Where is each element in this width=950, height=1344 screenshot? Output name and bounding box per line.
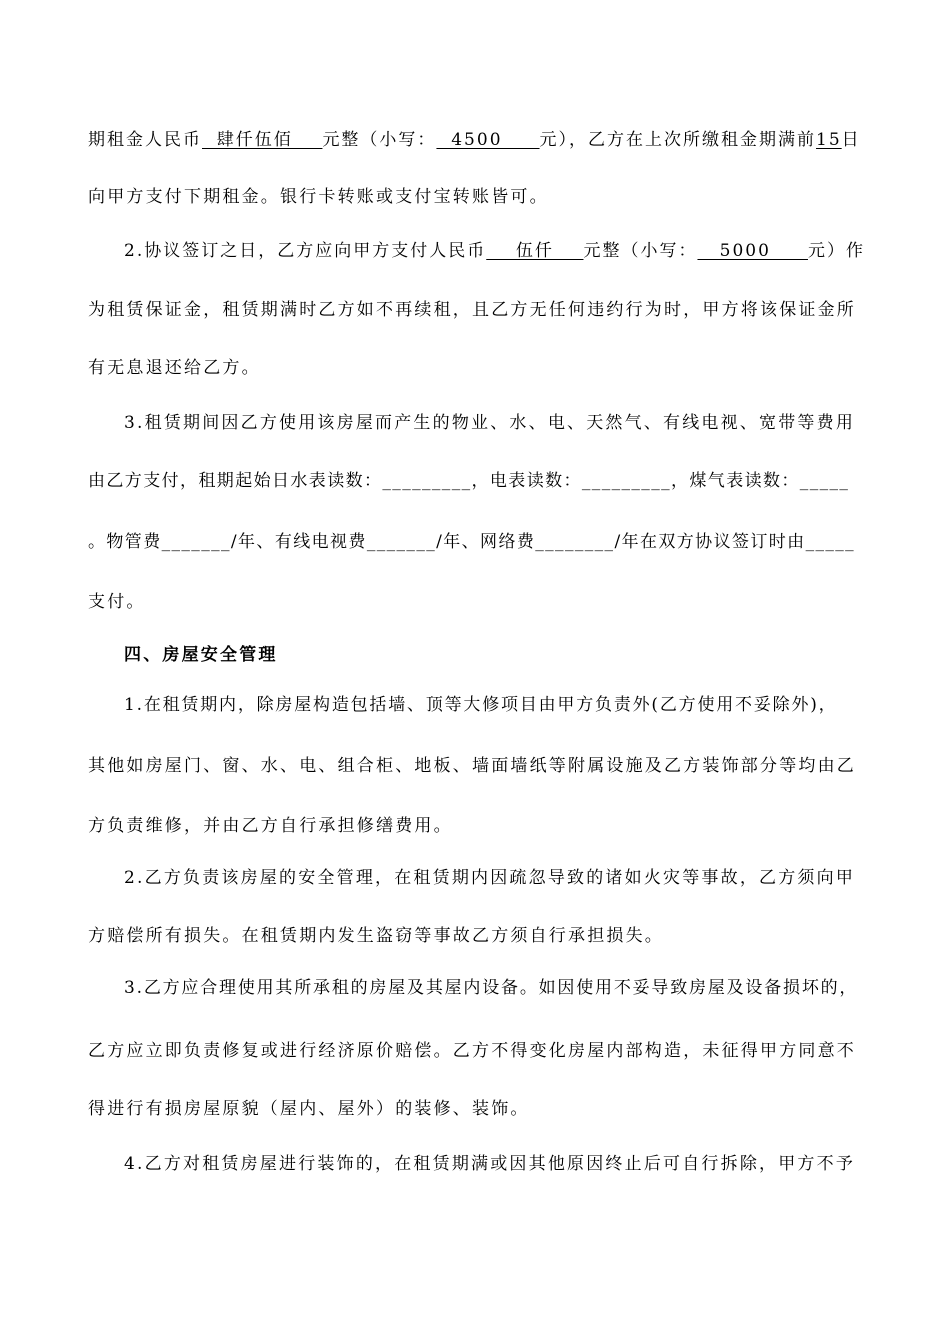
- text-line: 为租赁保证金，租赁期满时乙方如不再续租，且乙方无任何违约行为时，甲方将该保证金所: [88, 300, 856, 320]
- text-line: 。物管费_______/年、有线电视费_______/年、网络费________/年在双方协议签订时由_____: [88, 532, 856, 552]
- deposit-amount-words: 伍仟: [486, 241, 584, 261]
- text-line: 由乙方支付，租期起始日水表读数：_________，电表读数：_________，煤气表读数：_____: [88, 471, 850, 491]
- section-heading: 四、房屋安全管理: [124, 645, 278, 665]
- text-line: 向甲方支付下期租金。银行卡转账或支付宝转账皆可。: [88, 187, 549, 207]
- text-line: 得进行有损房屋原貌（屋内、屋外）的装修、装饰。: [88, 1099, 530, 1119]
- text-line: 4.乙方对租赁房屋进行装饰的，在租赁期满或因其他原因终止后可自行拆除，甲方不予: [124, 1154, 856, 1174]
- text-line: 期租金人民币 肆仟伍佰 元整（小写： 4500 元），乙方在上次所缴租金期满前15日: [88, 130, 861, 150]
- text-line: 3.乙方应合理使用其所承租的房屋及其屋内设备。如因使用不妥导致房屋及设备损坏的，: [124, 978, 859, 998]
- rent-amount-digits: 4500: [436, 130, 540, 150]
- text-line: 支付。: [88, 592, 146, 612]
- payment-days: 15: [816, 130, 842, 150]
- deposit-amount-digits: 5000: [697, 241, 808, 261]
- text-line: 方赔偿所有损失。在租赁期内发生盗窃等事故乙方须自行承担损失。: [88, 926, 664, 946]
- text-line: 2.乙方负责该房屋的安全管理，在租赁期内因疏忽导致的诸如火灾等事故，乙方须向甲: [124, 868, 856, 888]
- text-line: 其他如房屋门、窗、水、电、组合柜、地板、墙面墙纸等附属设施及乙方装饰部分等均由乙: [88, 756, 856, 776]
- text-line: 方负责维修，并由乙方自行承担修缮费用。: [88, 816, 453, 836]
- text-line: 有无息退还给乙方。: [88, 358, 261, 378]
- rent-amount-words: 肆仟伍佰: [202, 130, 323, 150]
- text-line: 乙方应立即负责修复或进行经济原价赔偿。乙方不得变化房屋内部构造，未征得甲方同意不: [88, 1041, 856, 1061]
- text-line: 1.在租赁期内，除房屋构造包括墙、顶等大修项目由甲方负责外(乙方使用不妥除外)，: [124, 695, 838, 715]
- text-line: 2.协议签订之日，乙方应向甲方支付人民币 伍仟 元整（小写： 5000 元）作: [124, 241, 865, 261]
- text-line: 3.租赁期间因乙方使用该房屋而产生的物业、水、电、天然气、有线电视、宽带等费用: [124, 413, 856, 433]
